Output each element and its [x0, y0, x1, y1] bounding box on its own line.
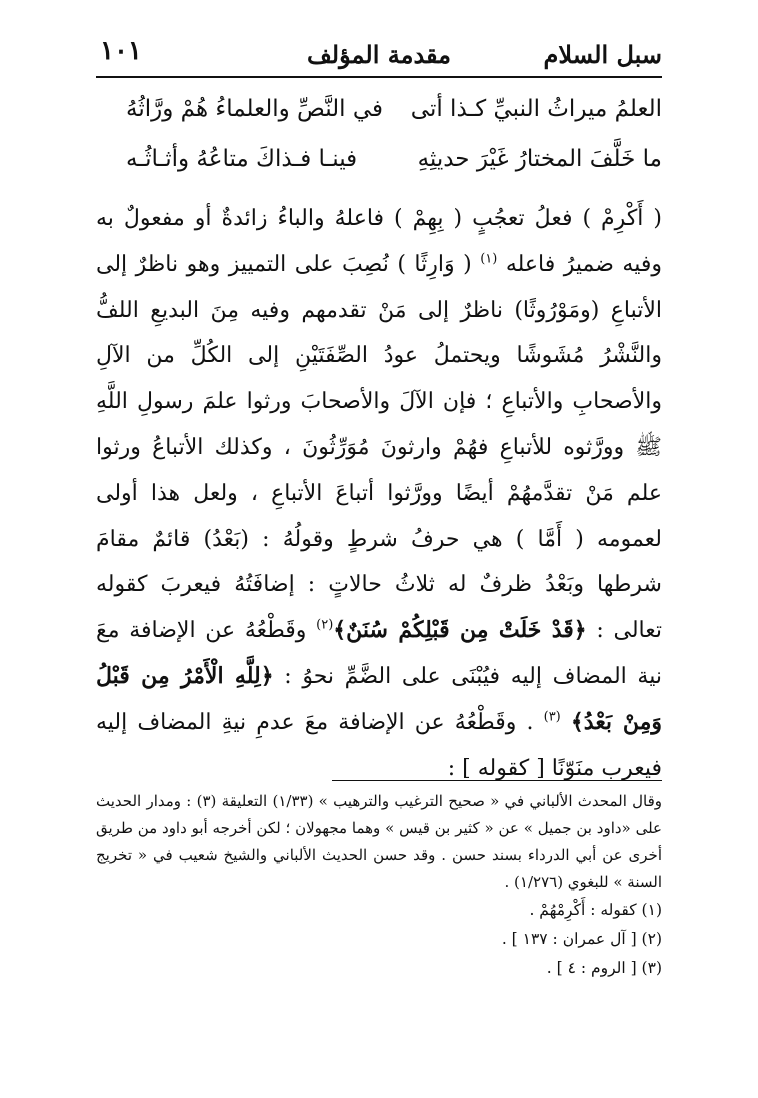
quran-quote: ﴿لِلَّهِ الْأَمْرُ مِن قَبْلُ وَمِنْ بَعْدُ﴾ — [96, 662, 662, 735]
header-divider — [96, 76, 662, 78]
footnote-ref: (٢) — [316, 617, 334, 633]
page-header — [96, 36, 662, 76]
body-segment: وقَطْعُهُ عن الإضافة معَ نية المضاف إليه فيُبْنَى على الضَّمِّ نحوُ : — [96, 618, 662, 689]
poem-verse — [96, 96, 662, 136]
body-segment: ( أَكْرِمْ ) فعلُ تعجُبٍ ( بِهِمْ ) فاعلهُ والباءُ زائدةٌ أو مفعولٌ به وفيه ضميرُ فاعله — [96, 206, 662, 277]
commentary-text — [96, 196, 662, 791]
book-title: سبل السلام — [543, 40, 662, 69]
body-segment: ( وَارِثًا ) نُصِبَ على التمييز وهو ناظرٌ إلى الأتباعِ (ومَوْرُوثًا) ناظرٌ إلى مَنْ تقدمهم وفيه مِنَ البديعِ اللفُّ والنَّشْرُ مُشَوشًا ويحتملُ عودُ الصِّفَتَيْنِ إلى الكُلِّ من الآلِ والأصحابِ والأتباعِ ؛ فإن الآلَ والأصحابَ ورثوا علمَ رسولِ اللَّهِ ﷺ وورَّثوه للأتباعِ فهُمْ وارثونَ مُوَرِّثُونَ ، وكذلك الأتباعُ ورثوا علم مَنْ تقدَّمهُمْ أيضًا وورَّثوا أتباعَ الأتباعِ ، ولعل هذا أولى لعمومه ( أَمَّا ) هي حرفُ شرطٍ وقولُهُ : (بَعْدُ) قائمٌ مقامَ شرطها وبَعْدُ ظرفٌ له ثلاثُ حالاتٍ : إضافَتُهُ فيعربَ كقوله تعالى : — [96, 251, 662, 644]
footnote-item: (٢) [ آل عمران : ١٣٧ ] . — [501, 930, 662, 948]
footnote-divider — [332, 780, 662, 781]
footnote-item: (١) كقوله : أَكْرِمْهُمْ . — [529, 901, 662, 919]
verse-second-hemistich: فينـا فـذاكَ متاعُهُ وأثـاثُـه — [126, 146, 358, 172]
footnotes — [96, 788, 662, 983]
quran-quote: ﴿قَدْ خَلَتْ مِن قَبْلِكُمْ سُنَنٌ﴾ — [333, 617, 587, 644]
body-segment: . وقَطْعُهُ عن الإضافة معَ عدمِ نيةِ المضاف إليه فيعرب منَوّنًا [ كقوله ] : — [96, 709, 662, 781]
section-title: مقدمة المؤلف — [306, 40, 452, 69]
footnote-item: (٣) [ الروم : ٤ ] . — [546, 959, 662, 977]
footnote-continuation: وقال المحدث الألباني في « صحيح الترغيب والترهيب » (١/٣٣) التعليقة (٣) : ومدار الحديث على «داود بن جميل » عن « كثير بن قيس » وهما مجهولان ؛ لكن أخرجه أبو داود من طريق أخرى عن أبي الدرداء بسند حسن . وقد حسن الحديث الألباني والشيخ شعيب في « تخريج السنة » للبغوي (١/٢٧٦) . — [96, 792, 662, 891]
verse-second-hemistich: في النَّصِّ والعلماءُ هُمْ ورَّاثُهُ — [126, 96, 384, 122]
page-number: ١٠١ — [100, 36, 142, 66]
poem-verse — [96, 146, 662, 186]
footnote-ref: (١) — [480, 251, 498, 267]
verse-first-hemistich: ما خَلَّفَ المختارُ غَيْرَ حديثِهِ — [417, 146, 662, 172]
verse-first-hemistich: العلمُ ميراثُ النبيِّ كـذا أتى — [410, 96, 662, 122]
footnote-ref: (٣) — [543, 709, 561, 725]
